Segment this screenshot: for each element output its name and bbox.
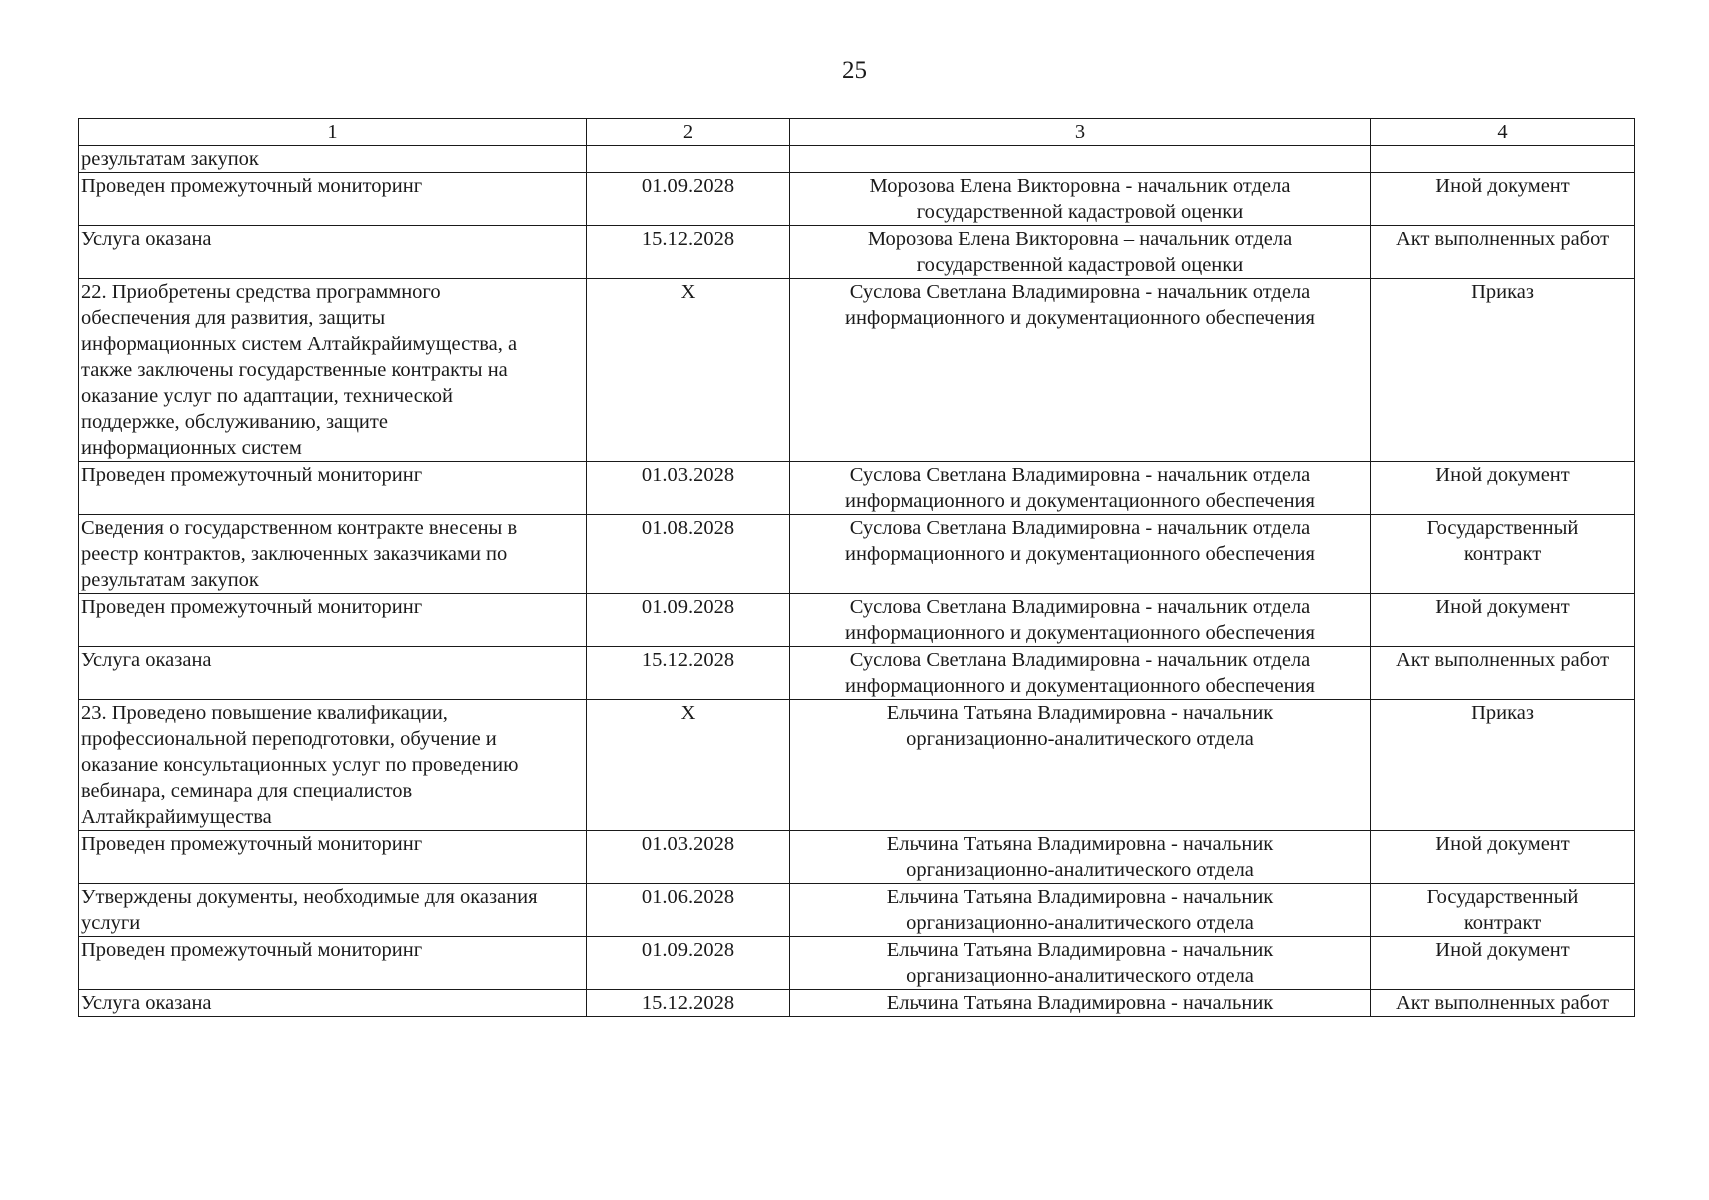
responsible-cell xyxy=(790,515,1371,594)
responsible-cell-text: Суслова Светлана Владимировна - начальник отдела информационного и документационного обеспечения xyxy=(845,649,1315,697)
event-cell xyxy=(79,647,587,700)
event-cell xyxy=(79,700,587,831)
responsible-cell xyxy=(790,462,1371,515)
event-cell-text: Проведен промежуточный мониторинг xyxy=(81,939,423,961)
table-row xyxy=(79,831,1635,884)
document-cell xyxy=(1371,990,1635,1017)
event-cell-text: 23. Проведено повышение квалификации, профессиональной переподготовки, обучение и оказание консультационных услуг по проведению вебинара, семинара для специалистов Алтайкрайимущества xyxy=(81,702,519,828)
responsible-cell-text: Суслова Светлана Владимировна - начальник отдела информационного и документационного обеспечения xyxy=(845,596,1315,644)
event-cell-text: Сведения о государственном контракте внесены в реестр контрактов, заключенных заказчиками по результатам закупок xyxy=(81,517,518,591)
responsible-cell xyxy=(790,884,1371,937)
responsible-cell xyxy=(790,226,1371,279)
date-cell xyxy=(587,515,790,594)
document-cell xyxy=(1371,647,1635,700)
event-cell-text: Проведен промежуточный мониторинг xyxy=(81,175,423,197)
document-cell-text: Приказ xyxy=(1471,702,1534,724)
event-cell-text: результатам закупок xyxy=(81,148,259,170)
document-cell-text: Иной документ xyxy=(1435,464,1570,486)
responsible-cell-text: Суслова Светлана Владимировна - начальник отдела информационного и документационного обеспечения xyxy=(845,517,1315,565)
document-cell xyxy=(1371,279,1635,462)
date-cell-text: 01.06.2028 xyxy=(641,886,735,908)
document-cell xyxy=(1371,937,1635,990)
table-row xyxy=(79,226,1635,279)
document-cell-text: Иной документ xyxy=(1435,175,1570,197)
table-row xyxy=(79,990,1635,1017)
table-body xyxy=(79,146,1635,1017)
event-cell-text: Утверждены документы, необходимые для оказания услуги xyxy=(81,886,538,934)
date-cell xyxy=(587,700,790,831)
event-cell-text: 22. Приобретены средства программного обеспечения для развития, защиты информационных систем Алтайкрайимущества, а также заключены государственные контракты на оказание услуг по адаптации, технической поддержке, обслуживанию, защите информационных систем xyxy=(81,281,518,459)
responsible-cell xyxy=(790,700,1371,831)
date-cell-text: 15.12.2028 xyxy=(641,992,735,1014)
date-cell-text: 01.09.2028 xyxy=(641,175,735,197)
date-cell-text: X xyxy=(680,281,696,303)
event-cell xyxy=(79,831,587,884)
date-cell xyxy=(587,831,790,884)
table-header-row xyxy=(79,119,1635,146)
document-cell-text: Иной документ xyxy=(1435,939,1570,961)
table-row xyxy=(79,279,1635,462)
event-cell xyxy=(79,990,587,1017)
date-cell-text: 01.08.2028 xyxy=(641,517,735,539)
date-cell xyxy=(587,594,790,647)
responsible-cell-text: Ельчина Татьяна Владимировна - начальник организационно-аналитического отдела xyxy=(886,939,1274,987)
responsible-cell xyxy=(790,279,1371,462)
table-row xyxy=(79,937,1635,990)
date-cell xyxy=(587,884,790,937)
event-cell-text: Проведен промежуточный мониторинг xyxy=(81,464,423,486)
document-cell xyxy=(1371,226,1635,279)
table-row xyxy=(79,515,1635,594)
responsible-cell-text: Ельчина Татьяна Владимировна - начальник организационно-аналитического отдела xyxy=(886,833,1274,881)
event-cell xyxy=(79,173,587,226)
date-cell xyxy=(587,937,790,990)
responsible-cell-text: Ельчина Татьяна Владимировна - начальник xyxy=(886,992,1274,1014)
table-row xyxy=(79,884,1635,937)
responsible-cell xyxy=(790,146,1371,173)
document-cell-text: Акт выполненных работ xyxy=(1395,649,1610,671)
event-cell xyxy=(79,279,587,462)
document-cell-text: Приказ xyxy=(1471,281,1534,303)
schedule-table xyxy=(78,118,1635,1017)
column-header-1: 1 xyxy=(79,119,587,146)
document-cell-text: Государственный контракт xyxy=(1426,517,1579,565)
date-cell-text: 01.09.2028 xyxy=(641,596,735,618)
responsible-cell-text: Суслова Светлана Владимировна - начальник отдела информационного и документационного обеспечения xyxy=(845,464,1315,512)
document-cell xyxy=(1371,831,1635,884)
document-cell xyxy=(1371,462,1635,515)
responsible-cell-text: Ельчина Татьяна Владимировна - начальник организационно-аналитического отдела xyxy=(886,702,1274,750)
event-cell-text: Услуга оказана xyxy=(81,649,212,671)
responsible-cell xyxy=(790,647,1371,700)
document-cell-text: Акт выполненных работ xyxy=(1395,228,1610,250)
document-cell-text: Иной документ xyxy=(1435,596,1570,618)
date-cell xyxy=(587,146,790,173)
page-number: 25 xyxy=(842,57,867,84)
responsible-cell-text: Морозова Елена Викторовна - начальник отдела государственной кадастровой оценки xyxy=(869,175,1291,223)
table-row xyxy=(79,700,1635,831)
event-cell-text: Услуга оказана xyxy=(81,992,212,1014)
table-row xyxy=(79,146,1635,173)
date-cell-text: 01.09.2028 xyxy=(641,939,735,961)
date-cell-text: X xyxy=(680,702,696,724)
document-cell xyxy=(1371,700,1635,831)
column-header-4: 4 xyxy=(1371,119,1635,146)
event-cell xyxy=(79,515,587,594)
date-cell xyxy=(587,226,790,279)
table-row xyxy=(79,594,1635,647)
document-cell xyxy=(1371,146,1635,173)
column-header-2: 2 xyxy=(587,119,790,146)
event-cell xyxy=(79,226,587,279)
date-cell-text: 15.12.2028 xyxy=(641,228,735,250)
responsible-cell xyxy=(790,831,1371,884)
table-row xyxy=(79,462,1635,515)
event-cell xyxy=(79,462,587,515)
responsible-cell xyxy=(790,937,1371,990)
date-cell xyxy=(587,647,790,700)
table-row xyxy=(79,647,1635,700)
event-cell-text: Проведен промежуточный мониторинг xyxy=(81,833,423,855)
responsible-cell xyxy=(790,173,1371,226)
document-cell-text: Иной документ xyxy=(1435,833,1570,855)
date-cell xyxy=(587,462,790,515)
column-header-3: 3 xyxy=(790,119,1371,146)
responsible-cell-text: Ельчина Татьяна Владимировна - начальник организационно-аналитического отдела xyxy=(886,886,1274,934)
document-cell-text: Государственный контракт xyxy=(1426,886,1579,934)
responsible-cell xyxy=(790,990,1371,1017)
document-cell-text: Акт выполненных работ xyxy=(1395,992,1610,1014)
responsible-cell xyxy=(790,594,1371,647)
date-cell-text: 15.12.2028 xyxy=(641,649,735,671)
document-cell xyxy=(1371,173,1635,226)
date-cell-text: 01.03.2028 xyxy=(641,833,735,855)
document-cell xyxy=(1371,884,1635,937)
event-cell xyxy=(79,937,587,990)
date-cell xyxy=(587,279,790,462)
table-row xyxy=(79,173,1635,226)
event-cell xyxy=(79,884,587,937)
event-cell xyxy=(79,594,587,647)
document-cell xyxy=(1371,515,1635,594)
date-cell xyxy=(587,990,790,1017)
document-cell xyxy=(1371,594,1635,647)
event-cell xyxy=(79,146,587,173)
responsible-cell-text: Суслова Светлана Владимировна - начальник отдела информационного и документационного обеспечения xyxy=(845,281,1315,329)
date-cell-text: 01.03.2028 xyxy=(641,464,735,486)
responsible-cell-text: Морозова Елена Викторовна – начальник отдела государственной кадастровой оценки xyxy=(867,228,1293,276)
event-cell-text: Проведен промежуточный мониторинг xyxy=(81,596,423,618)
date-cell xyxy=(587,173,790,226)
event-cell-text: Услуга оказана xyxy=(81,228,212,250)
